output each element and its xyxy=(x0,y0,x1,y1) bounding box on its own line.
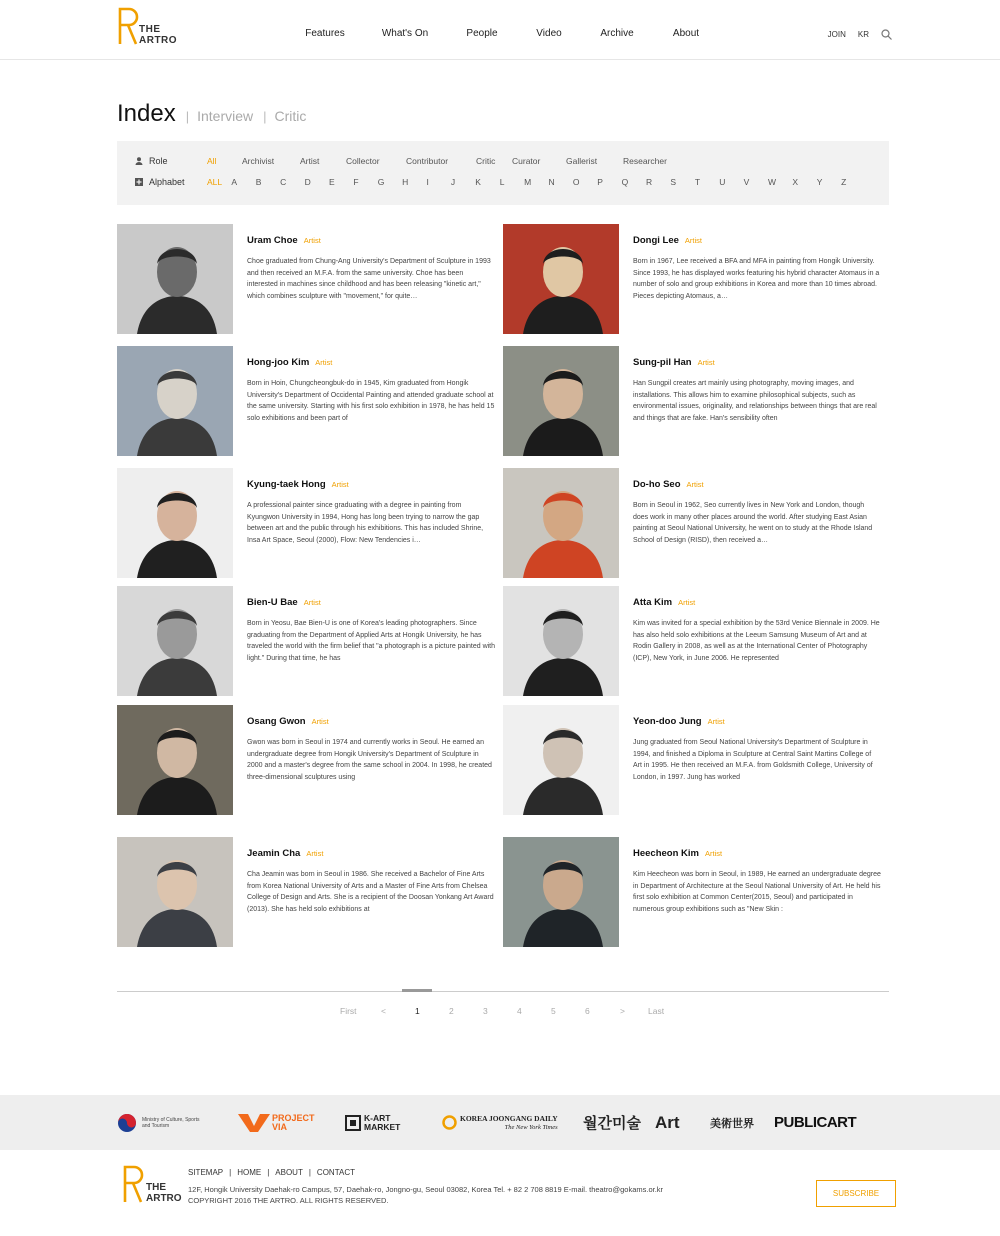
role-filter-row xyxy=(135,156,683,166)
alphabet-option-k[interactable]: K xyxy=(475,177,481,187)
portrait-image xyxy=(117,586,233,696)
role-option-researcher[interactable]: Researcher xyxy=(623,156,667,166)
person-card[interactable] xyxy=(503,586,880,696)
alphabet-option-o[interactable]: O xyxy=(572,177,580,187)
search-icon[interactable] xyxy=(881,29,892,40)
art-text: Art xyxy=(655,1112,680,1132)
person-role: Artist xyxy=(707,717,725,726)
wolgan-misul-text: 월간미술 xyxy=(583,1115,641,1132)
alphabet-option-y[interactable]: Y xyxy=(816,177,823,187)
person-card[interactable] xyxy=(117,224,489,334)
person-name[interactable]: Hong-joo Kim xyxy=(247,357,310,368)
footer-link-contact[interactable]: CONTACT xyxy=(316,1168,355,1177)
pagination-current-marker xyxy=(402,989,432,992)
page-6[interactable]: 6 xyxy=(585,1006,590,1016)
person-name[interactable]: Yeon-doo Jung xyxy=(633,716,702,727)
person-role: Artist xyxy=(303,236,321,245)
person-name[interactable]: Uram Choe xyxy=(247,235,298,246)
ministry-line-1: Ministry of Culture, Sports xyxy=(142,1116,200,1123)
person-role: Artist xyxy=(331,480,349,489)
person-role: Artist xyxy=(678,598,696,607)
portrait-image xyxy=(503,705,619,815)
portrait-image xyxy=(117,468,233,578)
portrait-image xyxy=(503,586,619,696)
page-next[interactable]: > xyxy=(620,1006,625,1016)
person-card[interactable] xyxy=(503,705,875,815)
sponsor-joongang-daily[interactable] xyxy=(442,1095,558,1150)
person-card[interactable] xyxy=(117,705,492,815)
page-2[interactable]: 2 xyxy=(449,1006,454,1016)
alphabet-label: Alphabet xyxy=(149,177,185,187)
person-role: Artist xyxy=(303,598,321,607)
person-role: Artist xyxy=(705,849,723,858)
sponsor-art[interactable] xyxy=(655,1095,680,1150)
subscribe-button[interactable]: SUBSCRIBE xyxy=(816,1180,896,1207)
person-photo[interactable] xyxy=(117,346,233,456)
person-photo[interactable] xyxy=(503,837,619,947)
person-description: Born in Yeosu, Bae Bien-U is one of Korea's leading photographers. Since graduating from the Department of Applied Arts at Hongik University, he has traveled the world with the firm belief that "a photograph is a picture painted with light." During that time, he has xyxy=(247,620,495,662)
logo-text-artro: ARTRO xyxy=(139,35,178,46)
alphabet-option-i[interactable]: I xyxy=(426,177,429,187)
alphabet-icon xyxy=(135,178,143,186)
alphabet-option-d[interactable]: D xyxy=(304,177,311,187)
portrait-image xyxy=(503,837,619,947)
person-name[interactable]: Bien-U Bae xyxy=(247,597,298,608)
person-photo[interactable] xyxy=(503,586,619,696)
language-toggle[interactable]: KR xyxy=(857,30,869,39)
sponsor-bar xyxy=(0,1095,1000,1150)
person-card[interactable] xyxy=(503,346,875,456)
person-role: Artist xyxy=(684,236,703,245)
page-first[interactable]: First xyxy=(340,1006,357,1016)
k-art-line-1: K-ART xyxy=(364,1112,391,1123)
person-role: Artist xyxy=(306,849,324,858)
project-via-logo-icon xyxy=(238,1114,270,1132)
sponsor-wolgan-misul[interactable] xyxy=(583,1095,641,1150)
alphabet-option-m[interactable]: M xyxy=(524,177,532,187)
joongang-name: KOREA JOONGANG DAILY xyxy=(460,1113,558,1123)
person-name[interactable]: Heecheon Kim xyxy=(633,848,699,859)
person-role: Artist xyxy=(315,358,333,367)
alphabet-option-r[interactable]: R xyxy=(646,177,653,187)
alphabet-option-p[interactable]: P xyxy=(597,177,603,187)
alphabet-option-l[interactable]: L xyxy=(499,177,505,187)
footer-address-block xyxy=(188,1184,663,1206)
person-description: Jung graduated from Seoul National University's Department of Sculpture in 1994, and finished a Diploma in Sculpture at Central Saint Martins College of Art in 1995. He then received an M.F.A. from Goldsmith College, University of London, in 1997. Jung has worked xyxy=(633,739,873,781)
alphabet-option-f[interactable]: F xyxy=(353,177,359,187)
alphabet-option-n[interactable]: N xyxy=(548,177,555,187)
role-option-critic[interactable]: Critic xyxy=(476,156,496,166)
page-last[interactable]: Last xyxy=(648,1006,665,1016)
title-separator: | xyxy=(185,109,190,124)
artro-logo-mark xyxy=(122,1164,144,1204)
tab-interview[interactable]: Interview xyxy=(197,108,254,124)
role-option-archivist[interactable]: Archivist xyxy=(242,156,275,166)
artro-logo-mark xyxy=(117,6,139,46)
portrait-image xyxy=(117,837,233,947)
person-description: Born in 1967, Lee received a BFA and MFA in painting from Hongik University. Since 1993, he has displayed works featuring his hybrid character Atomaus in a number of solo and group exhibitions in Korea and more than 10 times abroad. Pieces depicting Atomaus, a… xyxy=(633,258,880,300)
person-description: Born in Hoin, Chungcheongbuk-do in 1945, Kim graduated from Hongik University's Department of Occidental Painting and attended graduate school at the same university. Starting with his first solo exhibition in 1978, he has held 15 solo exhibitions and been part of xyxy=(247,380,495,422)
person-name[interactable]: Do-ho Seo xyxy=(633,479,681,490)
alphabet-option-a[interactable]: A xyxy=(231,177,238,187)
nav-whats-on[interactable]: What's On xyxy=(381,28,429,39)
alphabet-option-t[interactable]: T xyxy=(694,177,701,187)
public-art-text: PUBLICART xyxy=(774,1114,857,1131)
alphabet-option-g[interactable]: G xyxy=(377,177,385,187)
person-photo[interactable] xyxy=(503,468,619,578)
nav-features[interactable]: Features xyxy=(305,28,345,39)
nav-people[interactable]: People xyxy=(466,28,498,39)
alphabet-option-e[interactable]: E xyxy=(328,177,335,187)
person-card[interactable] xyxy=(117,346,495,456)
person-photo[interactable] xyxy=(117,705,233,815)
pagination-divider xyxy=(117,991,889,992)
taegeuk-icon xyxy=(117,1113,137,1133)
project-via-line-2: VIA xyxy=(272,1121,288,1132)
footer-link-home[interactable]: HOME xyxy=(237,1168,262,1177)
sponsor-project-via[interactable] xyxy=(238,1095,315,1150)
person-card[interactable] xyxy=(503,224,880,334)
page-title-row xyxy=(117,100,306,128)
alphabet-option-w[interactable]: W xyxy=(767,177,777,187)
alphabet-option-j[interactable]: J xyxy=(450,177,456,187)
portrait-image xyxy=(117,705,233,815)
ministry-line-2: and Tourism xyxy=(142,1122,170,1129)
page-4[interactable]: 4 xyxy=(517,1006,522,1016)
person-description: Han Sungpil creates art mainly using photography, moving images, and installations. This allows him to examine philosophical subjects, such as environmental issues, originality, and relationships between things that are real and things that are fake. Han's sensibility often xyxy=(633,380,877,422)
person-card[interactable] xyxy=(117,468,489,578)
page-title: Index xyxy=(117,100,176,127)
person-description: Choe graduated from Chung-Ang University's Department of Sculpture in 1993 and then received an M.F.A. from the same university. Choe has been interested in machines since childhood and has been releasing "kinetic art," which combines sculpture with "movement," for quite… xyxy=(247,258,491,300)
person-description: Cha Jeamin was born in Seoul in 1986. She received a Bachelor of Fine Arts from Korea National University of Arts and a Master of Fine Arts from Chelsea College of Design and Arts. She is a recipient of the Doosan Yonkang Art Award (2013). She has held solo exhibitions at xyxy=(247,871,494,913)
person-card[interactable] xyxy=(117,837,494,947)
project-via-line-1: PROJECT xyxy=(272,1112,315,1123)
person-description: Gwon was born in Seoul in 1974 and currently works in Seoul. He earned an undergraduate degree from Hongik University's Department of Sculpture in 2000 and a master's degree from the same school in 2004. In 1998, he created three-dimensional sculptures using xyxy=(247,739,492,781)
sponsor-k-art-market[interactable] xyxy=(345,1095,400,1150)
footer-link-sitemap[interactable]: SITEMAP xyxy=(188,1168,224,1177)
role-option-curator[interactable]: Curator xyxy=(512,156,541,166)
role-option-gallerist[interactable]: Gallerist xyxy=(566,156,598,166)
alphabet-option-z[interactable]: Z xyxy=(841,177,847,187)
person-name[interactable]: Jeamin Cha xyxy=(247,848,301,859)
alphabet-option-q[interactable]: Q xyxy=(621,177,629,187)
alphabet-option-s[interactable]: S xyxy=(670,177,677,187)
person-photo[interactable] xyxy=(117,586,233,696)
sponsor-public-art[interactable] xyxy=(774,1095,856,1150)
tab-critic[interactable]: Critic xyxy=(274,108,307,124)
person-role: Artist xyxy=(311,717,329,726)
k-art-line-2: MARKET xyxy=(364,1121,401,1132)
footer-address: 12F, Hongik University Daehak-ro Campus, 57, Daehak-ro, Jongno-gu, Seoul 03082, Korea Tel. + 82 2 708 8819 E-mail. theatro@gokams.or.kr xyxy=(188,1185,664,1194)
portrait-image xyxy=(117,224,233,334)
person-photo[interactable] xyxy=(503,705,619,815)
alphabet-options xyxy=(207,177,866,187)
utility-links xyxy=(828,29,892,40)
portrait-image xyxy=(117,346,233,456)
k-art-market-icon xyxy=(345,1115,361,1131)
logo-text-the: THE xyxy=(139,24,161,35)
joongang-logo-icon xyxy=(442,1115,457,1130)
misul-segye-text: 美術世界 xyxy=(710,1116,754,1130)
page-prev[interactable]: < xyxy=(381,1006,386,1016)
person-description: A professional painter since graduating with a degree in painting from Kyungwon University in 1994, Hong has long been trying to narrow the gap between art and the public through his exhibitions. This has included Shrine, Insa Art Space, Seoul (2000), Flow: New Tendencies i… xyxy=(247,502,484,544)
alphabet-filter-row xyxy=(135,177,866,187)
filter-panel xyxy=(117,141,889,205)
alphabet-option-u[interactable]: U xyxy=(719,177,726,187)
person-role: Artist xyxy=(686,480,704,489)
nav-about[interactable]: About xyxy=(672,28,700,39)
role-option-artist[interactable]: Artist xyxy=(300,156,320,166)
role-option-collector[interactable]: Collector xyxy=(346,156,380,166)
alphabet-option-h[interactable]: H xyxy=(402,177,409,187)
person-name[interactable]: Sung-pil Han xyxy=(633,357,692,368)
footer-logo-the: THE xyxy=(146,1182,166,1193)
page-5[interactable]: 5 xyxy=(551,1006,556,1016)
person-photo[interactable] xyxy=(117,837,233,947)
role-option-all[interactable]: All xyxy=(207,156,217,166)
person-description: Kim Heecheon was born in Seoul, in 1989, He earned an undergraduate degree in Department of Architecture at the Seoul National University of Art. He held his first solo exhibition at Common Center(2015, Seoul) and participated in numerous group exhibitions such as "New Skin : xyxy=(633,871,881,913)
footer-logo[interactable] xyxy=(122,1164,182,1209)
role-label: Role xyxy=(149,156,168,166)
join-link[interactable]: JOIN xyxy=(827,30,846,39)
alphabet-option-c[interactable]: C xyxy=(280,177,287,187)
person-description: Kim was invited for a special exhibition by the 53rd Venice Biennale in 2009. He has also held solo exhibitions at the Leeum Samsung Museum of Art and at Rodin Gallery in 2008, as well as at the International Center of Photography (ICP), New York, in June 2006. He represented xyxy=(633,620,880,662)
person-photo[interactable] xyxy=(117,224,233,334)
nyt-name: The New York Times xyxy=(504,1123,558,1131)
page-1[interactable]: 1 xyxy=(415,1006,420,1016)
alphabet-option-x[interactable]: X xyxy=(792,177,799,187)
sponsor-ministry[interactable] xyxy=(117,1095,200,1150)
person-card[interactable] xyxy=(503,468,875,578)
person-description: Born in Seoul in 1962, Seo currently lives in New York and London, though does work in many other places around the world. After studying East Asian painting at Seoul National University, he went on to study at the Rhode Island School of Design (RISD), then received a… xyxy=(633,502,873,544)
person-photo[interactable] xyxy=(117,468,233,578)
main-nav xyxy=(290,28,722,39)
alphabet-option-all[interactable]: ALL xyxy=(207,177,223,187)
nav-archive[interactable]: Archive xyxy=(600,28,634,39)
person-photo[interactable] xyxy=(503,346,619,456)
site-header xyxy=(0,0,1000,60)
nav-video[interactable]: Video xyxy=(536,28,562,39)
footer-links: SITEMAP | HOME | ABOUT | CONTACT xyxy=(188,1168,355,1177)
person-photo[interactable] xyxy=(503,224,619,334)
alphabet-option-v[interactable]: V xyxy=(743,177,750,187)
alphabet-option-b[interactable]: B xyxy=(255,177,262,187)
footer-copyright: COPYRIGHT 2016 THE ARTRO. ALL RIGHTS RESERVED. xyxy=(188,1196,389,1205)
footer-logo-artro: ARTRO xyxy=(146,1193,182,1204)
person-name[interactable]: Kyung-taek Hong xyxy=(247,479,326,490)
portrait-image xyxy=(503,346,619,456)
role-option-contributor[interactable]: Contributor xyxy=(406,156,449,166)
portrait-image xyxy=(503,224,619,334)
title-separator: | xyxy=(263,109,267,124)
person-name[interactable]: Osang Gwon xyxy=(247,716,306,727)
page-3[interactable]: 3 xyxy=(483,1006,488,1016)
person-card[interactable] xyxy=(117,586,495,696)
person-role: Artist xyxy=(697,358,715,367)
person-icon xyxy=(135,157,143,165)
sponsor-misul-segye[interactable] xyxy=(710,1095,754,1150)
person-card[interactable] xyxy=(503,837,881,947)
person-name[interactable]: Atta Kim xyxy=(633,597,673,608)
site-logo[interactable] xyxy=(117,6,187,50)
footer-link-about[interactable]: ABOUT xyxy=(275,1168,303,1177)
person-name[interactable]: Dongi Lee xyxy=(633,235,679,246)
portrait-image xyxy=(503,468,619,578)
